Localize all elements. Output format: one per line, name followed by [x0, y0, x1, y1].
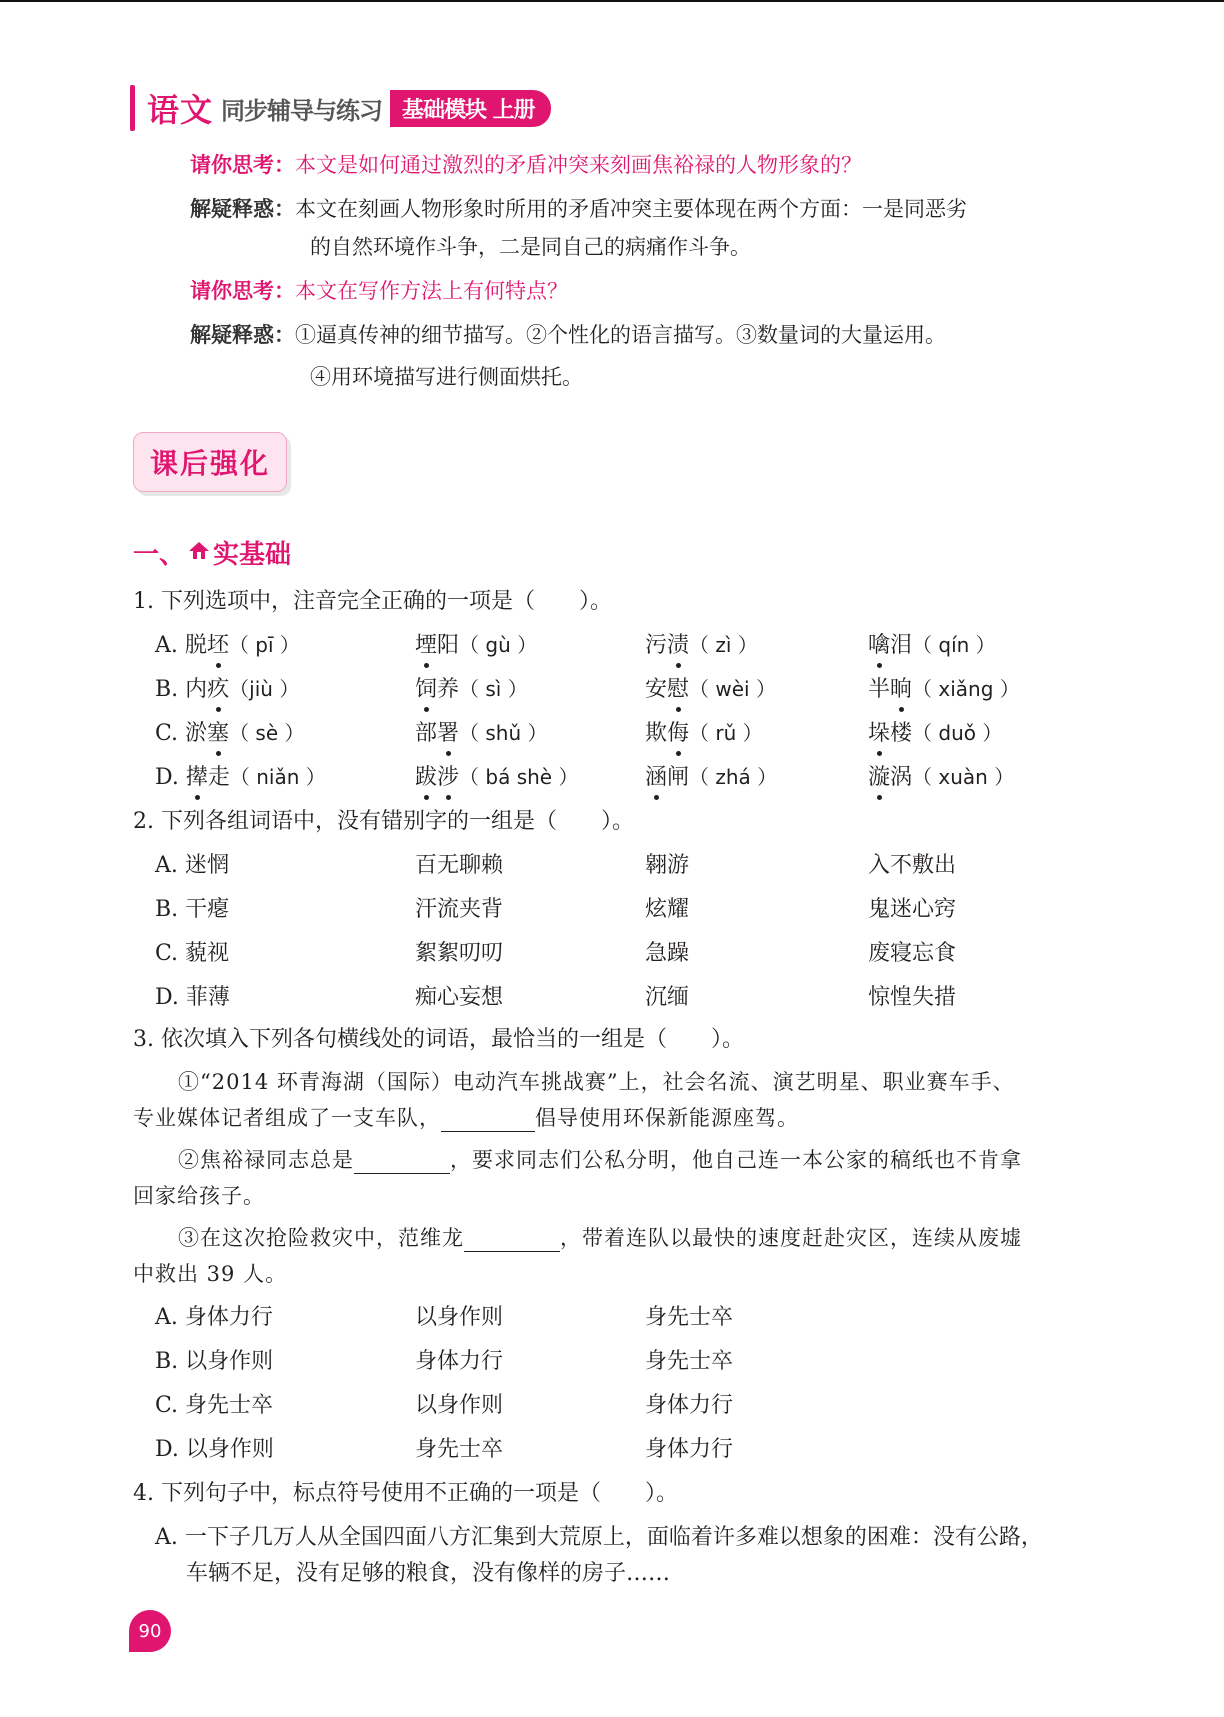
pinyin: （ zì ）	[689, 633, 758, 657]
q1-option-a-item-3	[645, 628, 758, 659]
answer-label: 解疑释惑：	[190, 197, 295, 221]
word-suffix: 泪	[890, 633, 913, 658]
emphasized-char	[207, 677, 229, 702]
section-title-text: 实基础	[213, 540, 292, 570]
q3-option-b-item-1: B. 以身作则	[155, 1349, 274, 1374]
q2-option-b-item-3: 炫耀	[645, 897, 690, 922]
think-label: 请你思考：	[190, 279, 295, 303]
q3-s3-pre: ③在这次抢险救灾中，范维龙	[178, 1226, 464, 1250]
q3-s2-post: ，要求同志们公私分明，他自己连一本公家的稿纸也不肯拿	[450, 1148, 1022, 1172]
q3-option-c-item-3: 身体力行	[645, 1393, 734, 1418]
pinyin: （ xuàn ）	[912, 765, 1015, 789]
q2-option-d-item-4: 惊惶失措	[868, 985, 957, 1010]
word-prefix: C. 淤	[155, 721, 208, 746]
q1-option-c-item-4	[868, 716, 1002, 747]
dotted-char: 涉	[437, 760, 459, 791]
section-tab: 课后强化	[133, 432, 287, 492]
q2-option-a-item-1: A. 迷惘	[155, 853, 229, 878]
emphasized-char	[667, 721, 689, 746]
q3-option-d-item-3: 身体力行	[645, 1437, 734, 1462]
q1-option-d-item-3	[645, 760, 777, 791]
fill-blank-1[interactable]	[441, 1109, 535, 1132]
pinyin: （ xiǎng ）	[912, 677, 1020, 701]
q3-sentence-2-line-2: 回家给孩子。	[133, 1184, 265, 1208]
q3-sentence-3-line-1	[178, 1222, 1022, 1252]
emphasized-char	[645, 765, 667, 790]
answer-2-line-1	[190, 322, 946, 348]
answer-2-line-2: ④用环境描写进行侧面烘托。	[310, 365, 583, 389]
dotted-char: 塞	[207, 716, 229, 747]
dotted-char: 侮	[667, 716, 689, 747]
q3-option-c-item-2: 以身作则	[415, 1393, 504, 1418]
dotted-char: 疚	[207, 672, 229, 703]
q2-option-c-item-3: 急躁	[645, 941, 690, 966]
dotted-char: 漩	[868, 760, 890, 791]
q2-option-a-item-2: 百无聊赖	[415, 853, 504, 878]
q3-option-a-item-2: 以身作则	[415, 1305, 504, 1330]
q3-option-a-item-3: 身先士卒	[645, 1305, 734, 1330]
q2-option-c-item-1: C. 藐视	[155, 941, 230, 966]
dotted-char: 饲	[415, 672, 437, 703]
q2-option-a-item-3: 翱游	[645, 853, 690, 878]
dotted-char: 坯	[207, 628, 229, 659]
word-prefix: 安	[645, 677, 668, 702]
word-prefix: A. 脱	[155, 633, 207, 658]
emphasized-char	[415, 677, 437, 702]
dotted-char: 堙	[415, 628, 437, 659]
q3-s1-pre: 专业媒体记者组成了一支车队，	[133, 1106, 441, 1130]
q2-option-b-item-1: B. 干瘪	[155, 897, 230, 922]
answer-text: 本文在刻画人物形象时所用的矛盾冲突主要体现在两个方面：一是同恶劣	[295, 197, 967, 221]
think-question-2	[190, 278, 568, 304]
pinyin: （ zhá ）	[689, 765, 778, 789]
section-title	[133, 534, 291, 571]
book-header	[130, 88, 551, 128]
q3-sentence-2-line-1	[178, 1144, 1022, 1174]
dotted-char: 慰	[667, 672, 689, 703]
pinyin: （ bá shè ）	[459, 765, 579, 789]
answer-label: 解疑释惑：	[190, 323, 295, 347]
word-suffix: 阳	[437, 633, 460, 658]
q1-option-a-item-1	[155, 628, 300, 659]
emphasized-char	[868, 633, 890, 658]
q1-option-b-item-2	[415, 672, 528, 703]
section-title-prefix: 一、	[133, 540, 186, 570]
pinyin: （ duǒ ）	[912, 721, 1003, 745]
q2-option-b-item-4: 鬼迷心窍	[868, 897, 957, 922]
top-border-line	[0, 0, 1224, 2]
q3-s3-post: ，带着连队以最快的速度赶赴灾区，连续从废墟	[560, 1226, 1022, 1250]
word-prefix: 半	[868, 677, 891, 702]
pinyin: （ sì ）	[459, 677, 528, 701]
emphasized-char	[415, 765, 459, 790]
emphasized-char	[415, 633, 437, 658]
dotted-char: 渍	[667, 628, 689, 659]
q3-option-b-item-3: 身先士卒	[645, 1349, 734, 1374]
q1-option-c-item-1	[155, 716, 305, 747]
word-prefix: 部	[415, 721, 438, 746]
q2-option-c-item-4: 废寝忘食	[868, 941, 957, 966]
pinyin: （ qín ）	[912, 633, 996, 657]
think-question-1	[190, 152, 862, 178]
dotted-char: 署	[437, 716, 459, 747]
q3-option-c-item-1: C. 身先士卒	[155, 1393, 274, 1418]
word-suffix: 涡	[890, 765, 913, 790]
word-prefix: B. 内	[155, 677, 208, 702]
header-series: 同步辅导与练习	[221, 96, 383, 125]
question-1-stem: 1. 下列选项中，注音完全正确的一项是（ ）。	[133, 589, 612, 614]
q1-option-b-item-4	[868, 672, 1020, 703]
q1-option-a-item-2	[415, 628, 537, 659]
question-2-stem: 2. 下列各组词语中，没有错别字的一组是（ ）。	[133, 809, 634, 834]
q1-option-c-item-2	[415, 716, 548, 747]
pinyin: （ pī ）	[228, 633, 300, 657]
q2-option-d-item-2: 痴心妄想	[415, 985, 504, 1010]
think-text: 本文在写作方法上有何特点？	[295, 279, 568, 303]
emphasized-char	[207, 633, 229, 658]
emphasized-char	[890, 677, 912, 702]
emphasized-char	[868, 765, 890, 790]
emphasized-char	[868, 721, 890, 746]
pinyin: （ wèi ）	[689, 677, 776, 701]
dotted-char: 跋	[415, 760, 437, 791]
pinyin: （ gù ）	[459, 633, 538, 657]
dotted-char: 晌	[890, 672, 912, 703]
q1-option-c-item-3	[645, 716, 763, 747]
fill-blank-2[interactable]	[354, 1151, 450, 1174]
pinyin: （ niǎn ）	[229, 765, 326, 789]
word-suffix: 闸	[667, 765, 690, 790]
q4-option-a-line-1: A. 一下子几万人从全国四面八方汇集到大荒原上，面临着许多难以想象的困难：没有公路，	[155, 1525, 1043, 1550]
answer-1-line-1	[190, 196, 967, 222]
question-3-stem: 3. 依次填入下列各句横线处的词语，最恰当的一组是（ ）。	[133, 1027, 744, 1052]
q3-sentence-1-line-1: ①“2014 环青海湖（国际）电动汽车挑战赛”上，社会名流、演艺明星、职业赛车手、	[178, 1070, 1015, 1094]
emphasized-char	[207, 721, 229, 746]
q3-option-d-item-2: 身先士卒	[415, 1437, 504, 1462]
q1-option-d-item-2	[415, 760, 578, 791]
word-suffix: 走	[207, 765, 230, 790]
word-prefix: 欺	[645, 721, 668, 746]
pinyin: （ shǔ ）	[459, 721, 548, 745]
q3-s1-post: 倡导使用环保新能源座驾。	[535, 1106, 799, 1130]
q3-option-a-item-1: A. 身体力行	[155, 1305, 273, 1330]
emphasized-char	[667, 633, 689, 658]
question-4-stem: 4. 下列句子中，标点符号使用不正确的一项是（ ）。	[133, 1481, 678, 1506]
pinyin: （ rǔ ）	[689, 721, 763, 745]
emphasized-char	[437, 721, 459, 746]
q2-option-b-item-2: 汗流夹背	[415, 897, 504, 922]
header-module-badge: 基础模块 上册	[390, 90, 551, 127]
think-text: 本文是如何通过激烈的矛盾冲突来刻画焦裕禄的人物形象的？	[295, 153, 862, 177]
pinyin: （jiù ）	[229, 677, 300, 701]
emphasized-char	[186, 765, 208, 790]
q1-option-a-item-4	[868, 628, 996, 659]
dotted-char: 噙	[868, 628, 890, 659]
dotted-char: 垛	[868, 716, 890, 747]
q2-option-a-item-4: 入不敷出	[868, 853, 957, 878]
q3-s2-pre: ②焦裕禄同志总是	[178, 1148, 354, 1172]
q3-sentence-1-line-2	[133, 1102, 799, 1132]
q3-option-b-item-2: 身体力行	[415, 1349, 504, 1374]
fill-blank-3[interactable]	[464, 1229, 560, 1252]
q2-option-c-item-2: 絮絮叨叨	[415, 941, 504, 966]
q1-option-d-item-1	[155, 760, 326, 791]
word-prefix: 污	[645, 633, 668, 658]
q1-option-b-item-1	[155, 672, 299, 703]
answer-text: ①逼真传神的细节描写。②个性化的语言描写。③数量词的大量运用。	[295, 323, 946, 347]
header-subject: 语文	[147, 91, 214, 129]
word-suffix: 养	[437, 677, 460, 702]
word-prefix: D.	[155, 765, 186, 790]
q3-sentence-3-line-2: 中救出 39 人。	[133, 1262, 288, 1286]
dotted-char: 涵	[645, 760, 667, 791]
q2-option-d-item-3: 沉缅	[645, 985, 690, 1010]
q1-option-b-item-3	[645, 672, 776, 703]
q3-option-d-item-1: D. 以身作则	[155, 1437, 274, 1462]
q1-option-d-item-4	[868, 760, 1014, 791]
header-accent-bar	[130, 85, 135, 131]
page-number: 90	[129, 1610, 171, 1652]
dotted-char: 撵	[186, 760, 208, 791]
think-label: 请你思考：	[190, 153, 295, 177]
q2-option-d-item-1: D. 菲薄	[155, 985, 230, 1010]
house-icon	[187, 539, 211, 566]
emphasized-char	[667, 677, 689, 702]
q4-option-a-line-2: 车辆不足，没有足够的粮食，没有像样的房子……	[186, 1561, 671, 1586]
pinyin: （ sè ）	[229, 721, 305, 745]
answer-1-line-2: 的自然环境作斗争，二是同自己的病痛作斗争。	[310, 235, 751, 259]
word-suffix: 楼	[890, 721, 913, 746]
